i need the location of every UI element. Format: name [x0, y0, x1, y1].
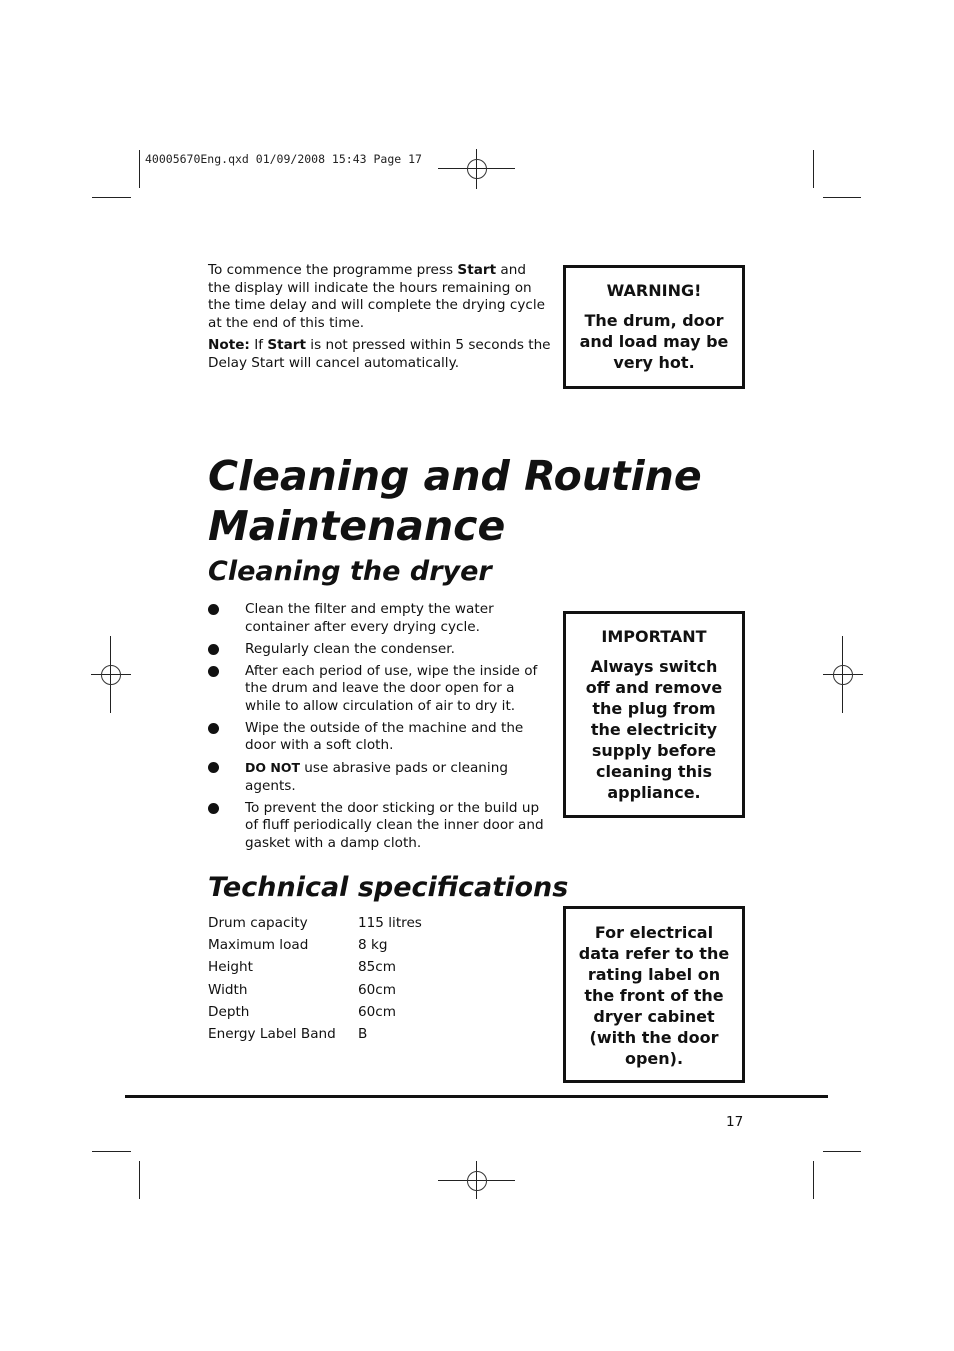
cleaning-heading: Cleaning the dryer: [208, 556, 492, 587]
list-item-text: Clean the filter and empty the water container after every drying cycle.: [245, 601, 494, 635]
important-heading: IMPORTANT: [601, 627, 707, 646]
bullet-icon: [208, 723, 219, 734]
electrical-box: [563, 906, 745, 1083]
page-number: 17: [726, 1114, 744, 1130]
crop-mark: [823, 1151, 861, 1152]
intro-text: [208, 262, 552, 377]
crop-mark: [823, 197, 861, 198]
table-row: [208, 1004, 422, 1026]
crop-mark: [92, 197, 131, 198]
spec-value: 60cm: [358, 1003, 397, 1020]
crop-mark: [813, 1161, 814, 1199]
start-keyword: Start: [457, 262, 497, 278]
warning-box: [563, 265, 745, 389]
list-item-text: After each period of use, wipe the inside of the drum and leave the door open for a while to allow circulation of air to dry it.: [245, 662, 538, 714]
print-slug: 40005670Eng.qxd 01/09/2008 15:43 Page 17: [145, 152, 422, 166]
spec-value: 85cm: [358, 959, 397, 976]
intro-paragraph: [208, 262, 552, 332]
note-label: Note:: [208, 337, 250, 353]
intro-text-part: To commence the programme press: [208, 262, 458, 278]
crop-mark: [92, 1151, 131, 1152]
bullet-icon: [208, 803, 219, 814]
registration-circle: [467, 159, 487, 179]
note-paragraph: [208, 337, 552, 372]
bullet-icon: [208, 762, 219, 773]
important-text: Always switch off and remove the plug from the electricity supply before cleaning this appliance.: [585, 657, 723, 802]
registration-circle: [101, 665, 121, 685]
electrical-text: For electrical data refer to the rating label on the front of the dryer cabinet (with the door open).: [578, 923, 730, 1068]
registration-circle: [833, 665, 853, 685]
spec-label: Width: [208, 981, 248, 998]
footer-rule: [125, 1095, 828, 1098]
table-row: [208, 937, 422, 959]
note-text-part: is not pressed within 5 seconds the Delay Start will cancel automatically.: [208, 337, 551, 371]
page-title: Cleaning and Routine Maintenance: [208, 452, 702, 550]
bullet-icon: [208, 644, 219, 655]
cleaning-list: [208, 601, 554, 857]
table-row: [208, 959, 422, 981]
spec-value: 8 kg: [358, 937, 388, 954]
note-text-part: If: [249, 337, 268, 353]
list-item-text: To prevent the door sticking or the build up of fluff periodically clean the inner door and gasket with a damp cloth.: [245, 799, 544, 851]
spec-value: 60cm: [358, 981, 397, 998]
spec-label: Energy Label Band: [208, 1025, 336, 1042]
table-row: [208, 915, 422, 937]
table-row: [208, 1026, 422, 1048]
crop-mark: [139, 150, 140, 188]
spec-label: Depth: [208, 1003, 250, 1020]
spec-value: 115 litres: [358, 915, 422, 931]
crop-mark: [813, 150, 814, 188]
specs-table: [208, 915, 422, 1048]
list-item: [208, 800, 554, 853]
spec-label: Maximum load: [208, 937, 309, 954]
specs-heading: Technical specifications: [208, 872, 569, 903]
spec-value: B: [358, 1025, 368, 1042]
crop-mark: [139, 1161, 140, 1199]
list-item: [208, 759, 554, 795]
start-keyword: Start: [267, 337, 306, 353]
bullet-icon: [208, 604, 219, 615]
spec-label: Height: [208, 959, 253, 976]
list-item: [208, 641, 554, 659]
list-item: [208, 720, 554, 755]
list-item: [208, 663, 554, 716]
intro-text-part: and the display will indicate the hours remaining on the time delay and will complete the drying cycle at the end of this time.: [208, 262, 545, 331]
list-item-text: Regularly clean the condenser.: [245, 640, 455, 657]
spec-label: Drum capacity: [208, 915, 308, 931]
warning-text: The drum, door and load may be very hot.: [579, 311, 729, 372]
warning-heading: WARNING!: [606, 281, 702, 300]
important-box: [563, 611, 745, 818]
list-item: [208, 601, 554, 636]
do-not-label: DO NOT: [245, 760, 300, 775]
list-item-text: Wipe the outside of the machine and the door with a soft cloth.: [245, 719, 524, 753]
table-row: [208, 982, 422, 1004]
registration-circle: [467, 1171, 487, 1191]
list-item-text: use abrasive pads or cleaning agents.: [245, 760, 508, 794]
bullet-icon: [208, 666, 219, 677]
